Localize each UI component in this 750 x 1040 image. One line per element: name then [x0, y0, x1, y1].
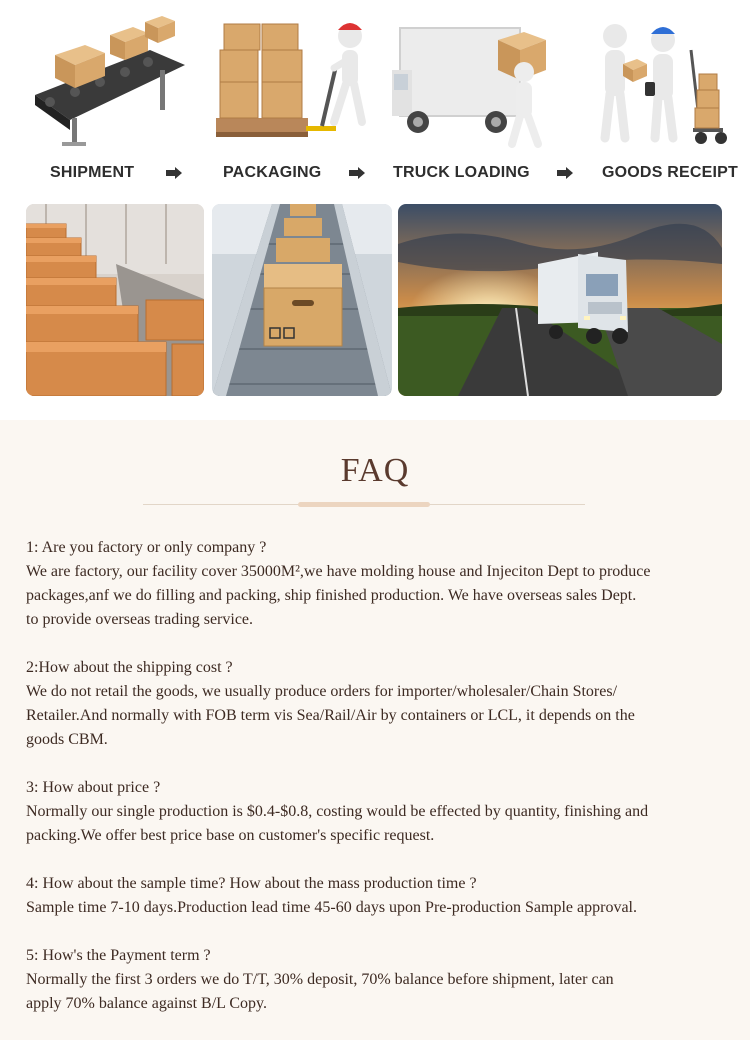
box-on-conveyor-photo: [212, 204, 392, 396]
faq-item: [26, 944, 726, 1016]
faq-item: [26, 536, 726, 632]
faq-answer: We do not retail the goods, we usually produce orders for importer/wholesaler/Chain Stores/ Retailer.And normally with FOB term vis Sea/Rail/Air by containers or LCL, it depends on the goods CBM.: [26, 683, 635, 748]
faq-list: [26, 536, 726, 1040]
faq-divider-accent: [298, 502, 430, 507]
goods-receipt-icon: [585, 10, 745, 150]
faq-question: 3: How about price ?: [26, 779, 161, 796]
faq-question: 5: How's the Payment term ?: [26, 947, 211, 964]
step-label-packaging: PACKAGING: [223, 164, 322, 181]
faq-item: [26, 776, 726, 848]
faq-question: 2:How about the shipping cost ?: [26, 659, 233, 676]
conveyor-boxes-icon: [30, 10, 190, 150]
process-banner: [0, 0, 750, 420]
arrow-right-icon: [166, 167, 182, 179]
faq-answer: Normally the first 3 orders we do T/T, 30% deposit, 70% balance before shipment, later can apply 70% balance against B/L Copy.: [26, 971, 614, 1012]
arrow-right-icon: [349, 167, 365, 179]
pallet-jack-icon: [210, 10, 370, 150]
step-label-goods-receipt: GOODS RECEIPT: [602, 164, 738, 181]
faq-title: FAQ: [340, 452, 410, 489]
arrow-right-icon: [557, 167, 573, 179]
faq-question: 1: Are you factory or only company ?: [26, 539, 267, 556]
boxes-on-rollers-photo: [26, 204, 204, 396]
faq-item: [26, 872, 726, 920]
faq-item: [26, 656, 726, 752]
truck-sunset-photo: [398, 204, 722, 396]
faq-answer: We are factory, our facility cover 35000M²,we have molding house and Injeciton Dept to produce packages,anf we do filling and packing, ship finished production. We have overseas sales Dept. to provide overseas trading service.: [26, 563, 651, 628]
step-label-shipment: SHIPMENT: [50, 164, 135, 181]
truck-loading-icon: [392, 10, 552, 150]
faq-answer: Sample time 7-10 days.Production lead time 45-60 days upon Pre-production Sample approval.: [26, 899, 637, 916]
step-label-truck-loading: TRUCK LOADING: [393, 164, 530, 181]
faq-question: 4: How about the sample time? How about the mass production time ?: [26, 875, 477, 892]
faq-answer: Normally our single production is $0.4-$0.8, costing would be effected by quantity, finishing and packing.We offer best price base on customer's specific request.: [26, 803, 649, 844]
